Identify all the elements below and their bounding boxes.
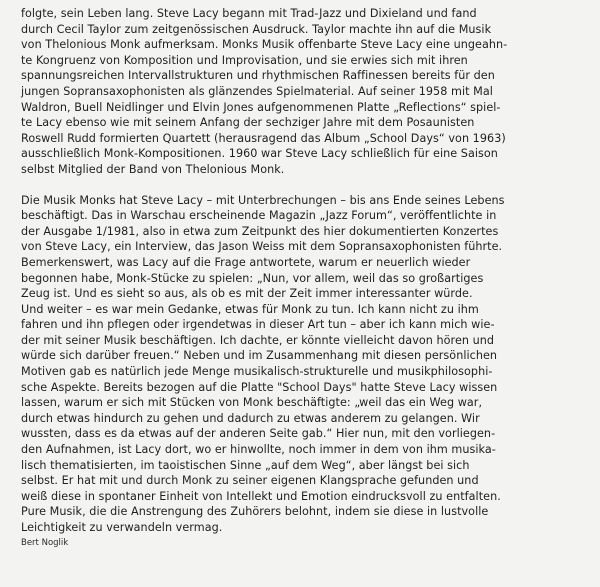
text-line: Motiven gab es natürlich jede Menge musikalisch-strukturelle und musikphilosophi- <box>21 365 493 379</box>
text-line: Die Musik Monks hat Steve Lacy – mit Unterbrechungen – bis ans Ende seines Lebens <box>21 193 505 207</box>
text-line: te Lacy ebenso wie mit seinem Anfang der sechziger Jahre mit dem Posaunisten <box>21 116 475 130</box>
text-line: Und weiter – es war mein Gedanke, etwas für Monk zu tun. Ich kann nicht zu ihm <box>21 302 479 316</box>
paragraph-1 <box>21 6 583 178</box>
text-line: lassen, warum er sich mit Stücken von Monk beschäftigte: „weil das ein Weg war, <box>21 396 483 410</box>
text-line: spannungsreichen Intervallstrukturen und rhythmischen Raffinessen bereits für den <box>21 69 495 83</box>
text-line: Zeug ist. Und es sieht so aus, als ob es mit der Zeit immer interessanter würde. <box>21 287 473 301</box>
text-line: weiß diese in spontaner Einheit von Intellekt und Emotion eindrucksvoll zu entfalten. <box>21 489 501 503</box>
paragraph-2 <box>21 193 583 536</box>
text-line: Roswell Rudd formierten Quartett (herausragend das Album „School Days“ von 1963) <box>21 131 506 145</box>
text-line: ausschließlich Monk-Kompositionen. 1960 war Steve Lacy schließlich für eine Saison <box>21 147 498 161</box>
text-line: selbst. Er hat mit und durch Monk zu seiner eigenen Klangsprache gefunden und <box>21 474 479 488</box>
author-signature: Bert Noglik <box>21 537 69 548</box>
text-line: jungen Sopransaxophonisten als glänzendes Spielmaterial. Auf seiner 1958 mit Mal <box>21 84 493 98</box>
text-line: der mit seiner Musik beschäftigen. Ich dachte, er könnte vielleicht davon hören und <box>21 333 495 347</box>
text-line: sche Aspekte. Bereits bezogen auf die Platte "School Days" hatte Steve Lacy wissen <box>21 380 498 394</box>
liner-notes-page <box>21 6 583 550</box>
text-line: lisch thematisierten, im taoistischen Sinne „auf dem Weg“, aber längst bei sich <box>21 458 470 472</box>
text-line: wussten, dass es da etwas auf der anderen Seite gab.“ Hier nun, mit den vorliegen- <box>21 427 496 441</box>
text-line: von Steve Lacy, ein Interview, das Jason Weiss mit dem Sopransaxophonisten führte. <box>21 240 503 254</box>
text-line: Pure Musik, die die Anstrengung des Zuhörers belohnt, indem sie diese in lustvolle <box>21 505 489 519</box>
paragraph-spacer <box>21 178 583 193</box>
text-line: te Kongruenz von Komposition und Improvisation, und sie erwies sich mit ihren <box>21 53 468 67</box>
text-line: beschäftigt. Das in Warschau erscheinende Magazin „Jazz Forum“, veröffentlichte in <box>21 209 497 223</box>
text-line: durch Cecil Taylor zum zeitgenössischen Ausdruck. Taylor machte ihn auf die Musik <box>21 22 492 36</box>
text-line: von Thelonious Monk aufmerksam. Monks Musik offenbarte Steve Lacy eine ungeahn- <box>21 38 508 52</box>
text-line: der Ausgabe 1/1981, also in etwa zum Zeitpunkt des hier dokumentierten Konzertes <box>21 224 499 238</box>
text-line: Bemerkenswert, was Lacy auf die Frage antwortete, warum er neuerlich wieder <box>21 255 471 269</box>
text-line: Leichtigkeit zu verwandeln vermag. <box>21 521 223 534</box>
text-line: begonnen habe, Monk-Stücke zu spielen: „Nun, vor allem, weil das so großartiges <box>21 271 484 285</box>
text-line: fahren und ihn pflegen oder irgendetwas in dieser Art tun – aber ich kann mich wie- <box>21 318 495 332</box>
text-line: folgte, sein Leben lang. Steve Lacy begann mit Trad-Jazz und Dixieland und fand <box>21 7 477 20</box>
text-line: durch etwas hindurch zu gehen und dadurch zu etwas anderem zu gelangen. Wir <box>21 411 480 425</box>
text-line: Waldron, Buell Neidlinger und Elvin Jones aufgenommenen Platte „Reflections“ spiel- <box>21 100 501 114</box>
text-line: selbst Mitglied der Band von Thelonious Monk. <box>21 162 285 176</box>
text-line: würde sich darüber freuen.“ Neben und im Zusammenhang mit diesen persönlichen <box>21 349 498 363</box>
text-line: den Aufnahmen, ist Lacy dort, wo er hinwollte, noch immer in dem von ihm musika- <box>21 443 496 457</box>
